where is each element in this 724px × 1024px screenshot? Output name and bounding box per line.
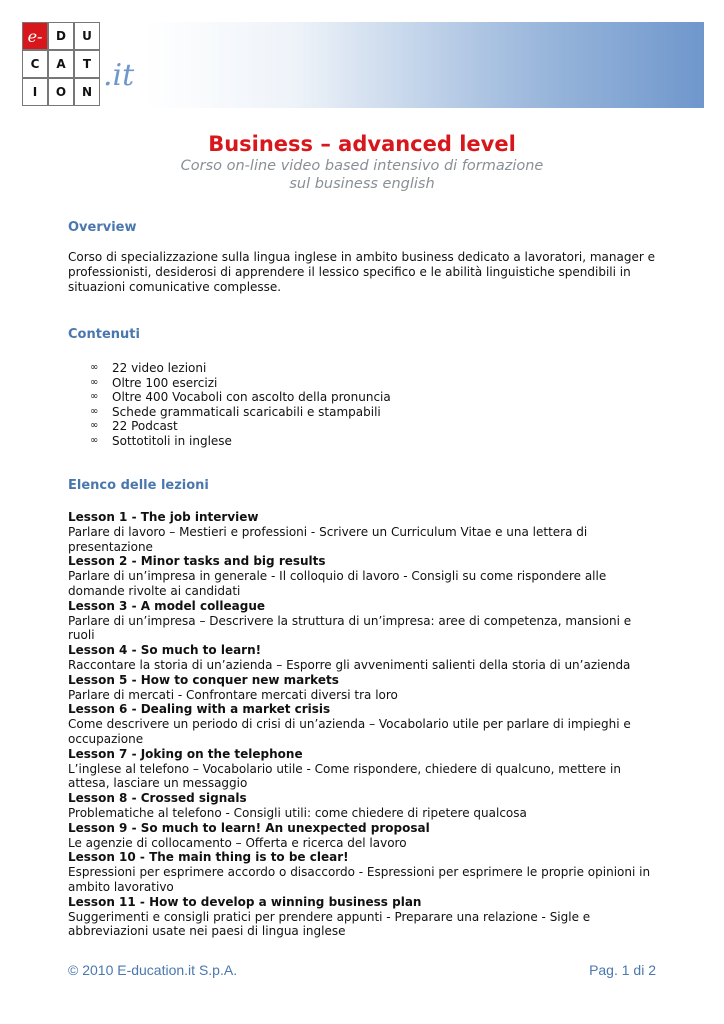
list-item-text: Schede grammaticali scaricabili e stampabili	[112, 404, 381, 419]
lesson-description: L’inglese al telefono – Vocabolario utile - Come rispondere, chiedere di qualcuno, mettere in attesa, lasciare un messaggio	[68, 761, 621, 791]
lesson-description: Le agenzie di collocamento – Offerta e ricerca del lavoro	[68, 835, 407, 850]
lesson-description: Parlare di un’impresa in generale - Il colloquio di lavoro - Consigli su come rispondere alle domande rivolte ai candidati	[68, 569, 607, 598]
lesson-title: Lesson 1 - The job interview	[68, 510, 259, 524]
lesson-entry	[68, 554, 658, 598]
lesson-title: Lesson 7 - Joking on the telephone	[68, 746, 303, 761]
overview-text: Corso di specializzazione sulla lingua inglese in ambito business dedicato a lavoratori, manager e professionisti, desiderosi di apprendere il lessico specifico e le abilità linguistiche spendibili in situazioni comunicative complesse.	[68, 250, 655, 294]
lesson-title: Lesson 6 - Dealing with a market crisis	[68, 702, 331, 717]
bullet-infinity-icon: ∞	[90, 362, 99, 373]
lesson-entry	[68, 821, 658, 851]
logo-cell: e-	[22, 22, 48, 50]
logo-cell: N	[74, 78, 100, 106]
subtitle-line: sul business english	[289, 176, 435, 192]
footer-copyright: © 2010 E-ducation.it S.p.A.	[68, 962, 238, 978]
lesson-entry	[68, 702, 658, 746]
list-item-text: Oltre 400 Vocaboli con ascolto della pronuncia	[112, 390, 391, 405]
document-title: Business – advanced level	[208, 132, 516, 156]
lesson-description: Parlare di lavoro – Mestieri e professioni - Scrivere un Curriculum Vitae e una lettera di presentazione	[68, 524, 588, 554]
lesson-description: Parlare di mercati - Confrontare mercati diversi tra loro	[68, 687, 398, 702]
lesson-entry	[68, 850, 658, 894]
list-item	[90, 390, 391, 405]
list-item	[90, 405, 391, 420]
lessons-heading: Elenco delle lezioni	[68, 478, 209, 493]
list-item-text: Oltre 100 esercizi	[112, 375, 218, 390]
lesson-entry	[68, 747, 658, 791]
list-item	[90, 419, 391, 434]
subtitle-line: Corso on-line video based intensivo di formazione	[180, 158, 544, 174]
lesson-entry	[68, 643, 658, 673]
footer-page-number: Pag. 1 di 2	[589, 962, 656, 978]
logo-cell: C	[22, 50, 48, 78]
lesson-entry	[68, 791, 658, 821]
bullet-infinity-icon: ∞	[90, 420, 99, 432]
list-item-text: Sottotitoli in inglese	[112, 433, 232, 448]
logo-cell: A	[48, 50, 74, 78]
lesson-entry	[68, 895, 658, 939]
lesson-description: Espressioni per esprimere accordo o disaccordo - Espressioni per esprimere le proprie opinioni in ambito lavorativo	[68, 865, 651, 894]
lessons-list	[68, 510, 658, 939]
bullet-infinity-icon: ∞	[90, 434, 99, 446]
lesson-title: Lesson 8 - Crossed signals	[68, 791, 247, 806]
bullet-infinity-icon: ∞	[90, 405, 99, 417]
contenuti-list	[90, 361, 391, 449]
list-item	[90, 434, 391, 449]
logo-cell: I	[22, 78, 48, 106]
lesson-description: Problematiche al telefono - Consigli utili: come chiedere di ripetere qualcosa	[68, 805, 527, 820]
lesson-title: Lesson 5 - How to conquer new markets	[68, 672, 339, 687]
contenuti-heading: Contenuti	[68, 327, 140, 342]
lesson-entry	[68, 599, 658, 643]
logo-suffix: .it	[103, 58, 135, 93]
lesson-title: Lesson 9 - So much to learn! An unexpected proposal	[68, 820, 430, 835]
overview-heading: Overview	[68, 220, 137, 235]
lesson-entry	[68, 510, 658, 554]
lesson-title: Lesson 2 - Minor tasks and big results	[68, 554, 326, 569]
list-item	[90, 361, 391, 376]
education-logo	[22, 22, 102, 106]
document-subtitle	[0, 157, 724, 193]
logo-cell: T	[74, 50, 100, 78]
lesson-description: Raccontare la storia di un’azienda – Esporre gli avvenimenti salienti della storia di un’azienda	[68, 657, 631, 672]
lesson-title: Lesson 4 - So much to learn!	[68, 643, 262, 658]
lesson-description: Come descrivere un periodo di crisi di un’azienda – Vocabolario utile per parlare di impieghi e occupazione	[68, 717, 631, 746]
lesson-title: Lesson 11 - How to develop a winning business plan	[68, 894, 422, 909]
lesson-entry	[68, 673, 658, 703]
list-item-text: 22 Podcast	[112, 419, 178, 434]
list-item-text: 22 video lezioni	[112, 361, 207, 375]
bullet-infinity-icon: ∞	[90, 391, 99, 403]
list-item	[90, 376, 391, 391]
logo-cell: O	[48, 78, 74, 106]
bullet-infinity-icon: ∞	[90, 376, 99, 388]
lesson-title: Lesson 10 - The main thing is to be clear!	[68, 850, 349, 865]
lesson-description: Suggerimenti e consigli pratici per prendere appunti - Preparare una relazione - Sigle e abbreviazioni usate nei paesi di lingua inglese	[68, 909, 591, 939]
logo-cell: D	[48, 22, 74, 50]
lesson-title: Lesson 3 - A model colleague	[68, 598, 266, 613]
lesson-description: Parlare di un’impresa – Descrivere la struttura di un’impresa: aree di competenza, mansioni e ruoli	[68, 613, 632, 643]
logo-cell: U	[74, 22, 100, 50]
